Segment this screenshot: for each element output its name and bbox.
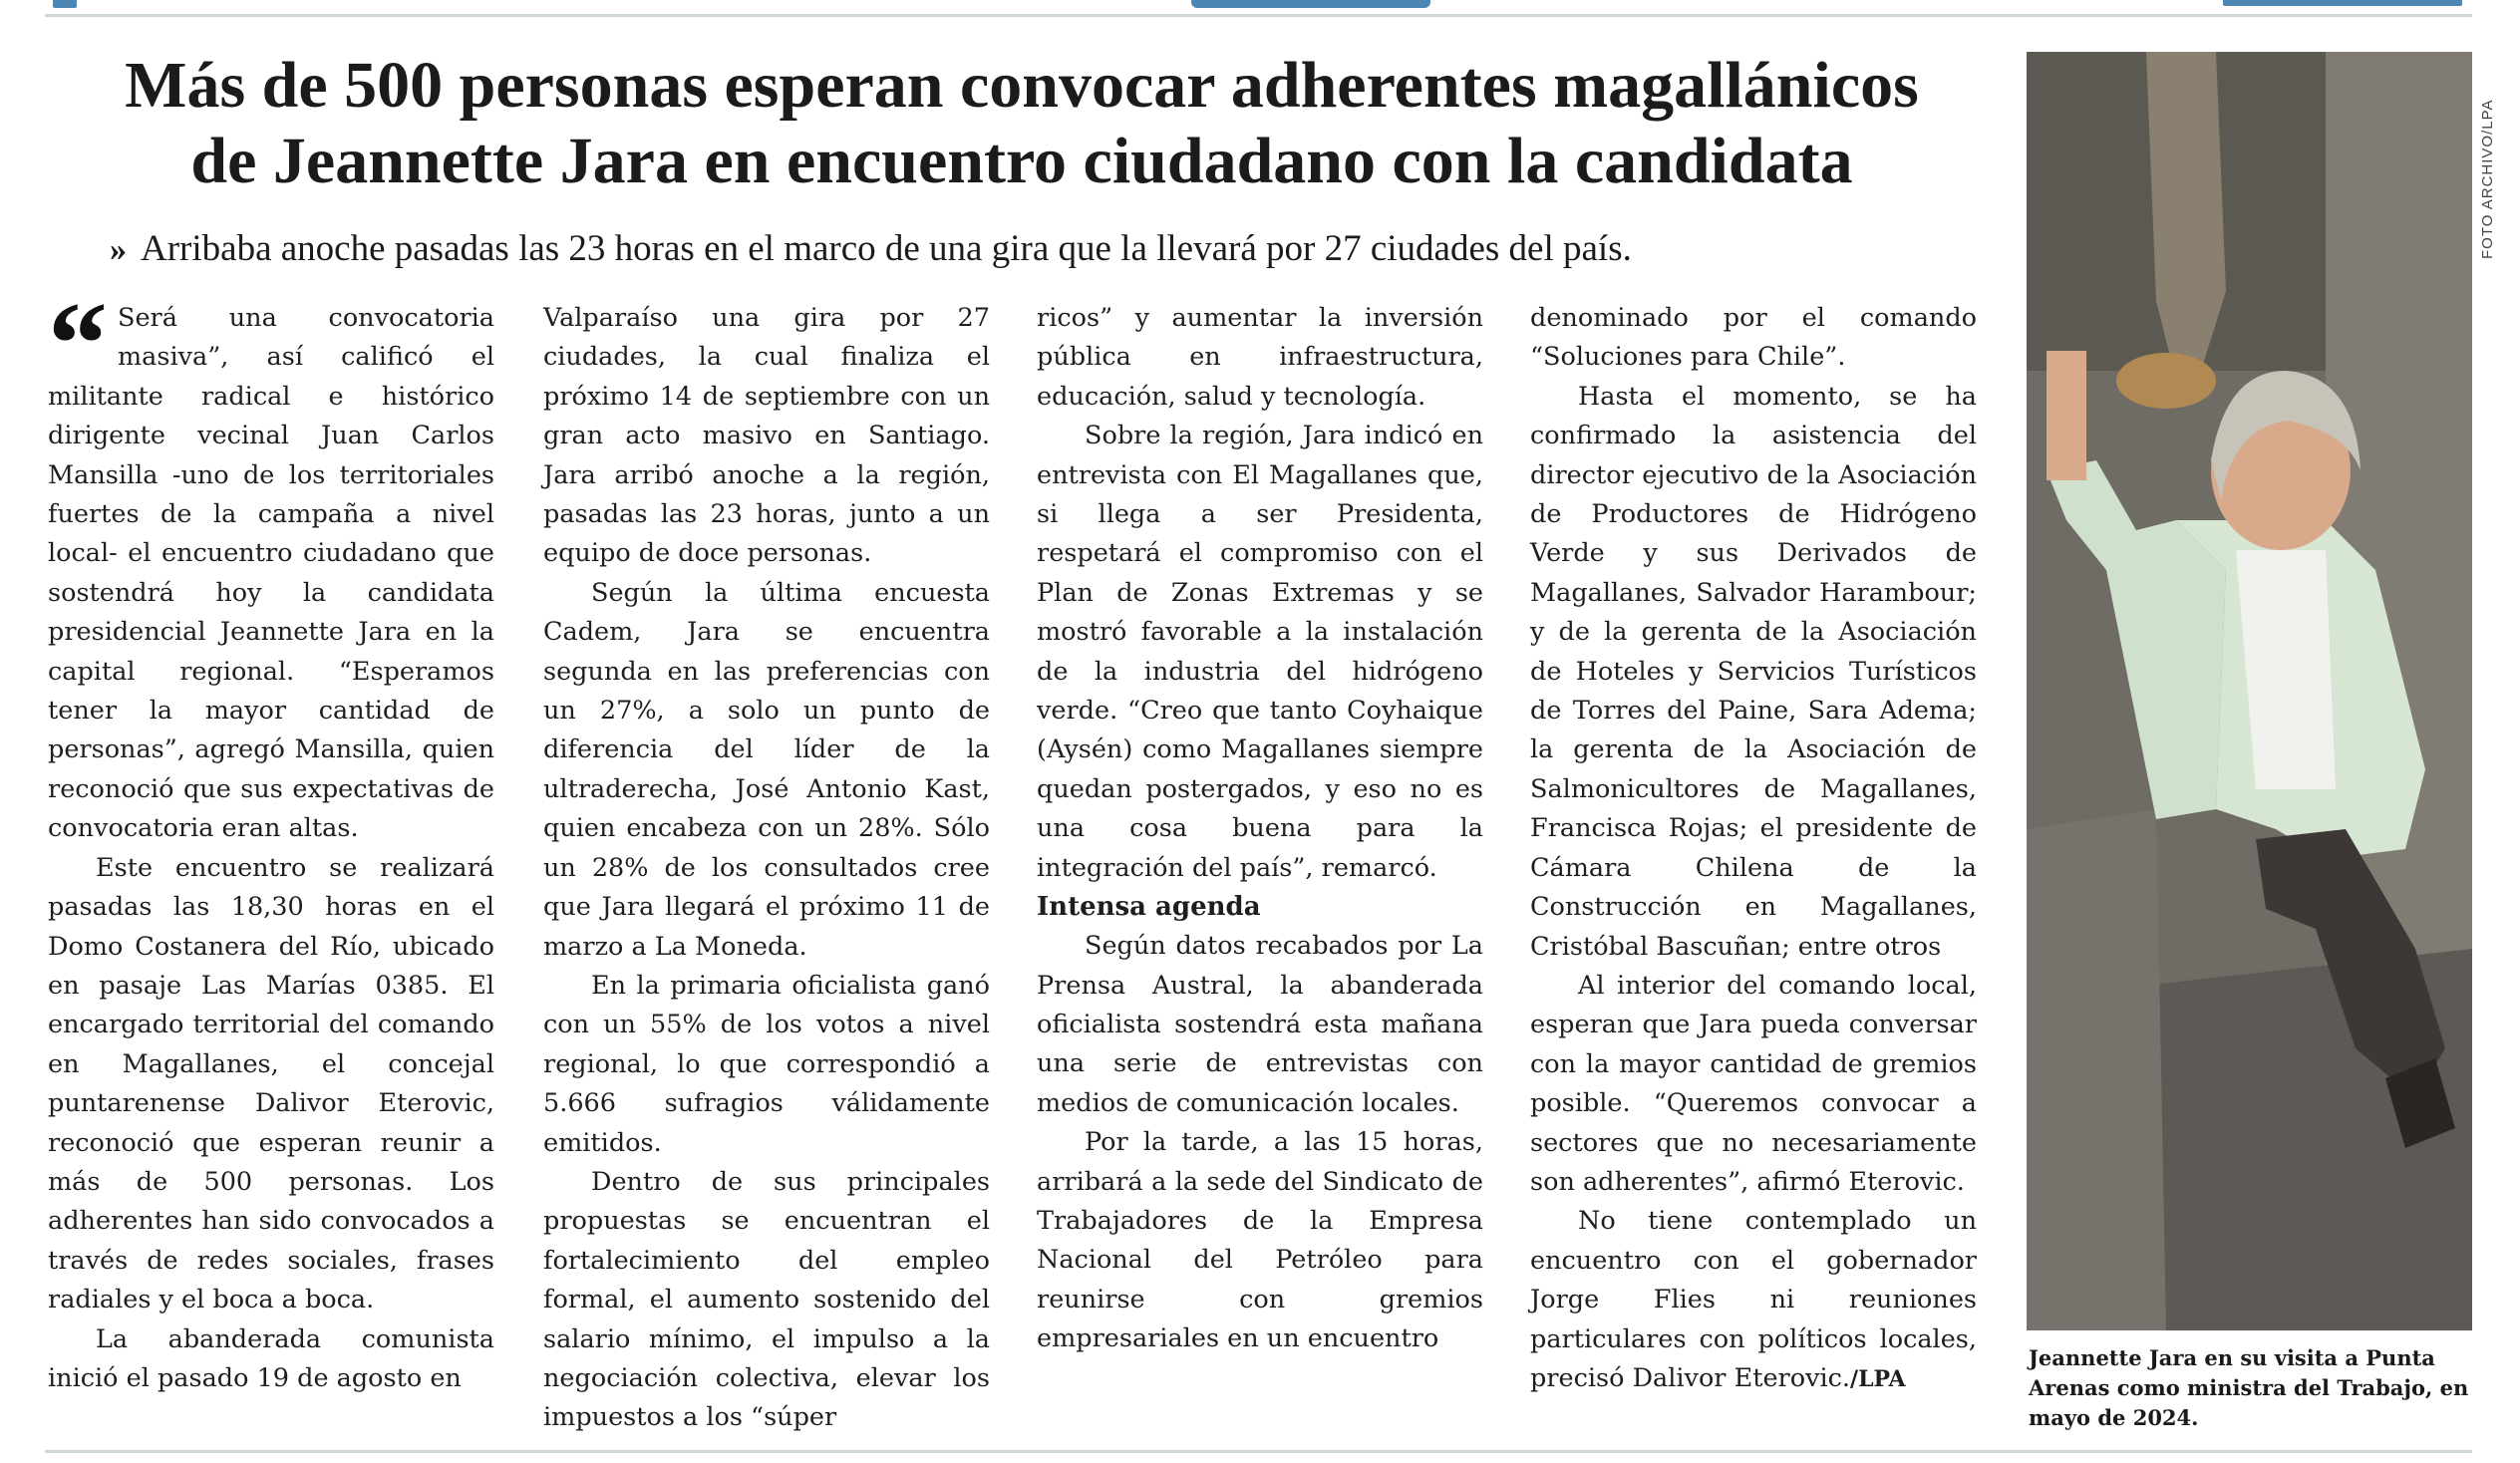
headline-line-2: de Jeannette Jara en encuentro ciudadano con la candidata: [190, 125, 1853, 197]
bottom-rule: [45, 1450, 2472, 1453]
paragraph: Dentro de sus principales propuestas se encuentran el fortalecimiento del empleo formal, el aumento sostenido del salario mínimo, el impulso a la negociación colectiva, elevar los impuestos a los “súper: [543, 1166, 990, 1433]
paragraph: Será una convocatoria masiva”, así calificó el militante radical e histórico dirigente vecinal Juan Carlos Mansilla -uno de los territoriales fuertes de la campaña a nivel local- el encuentro ciudadano que sostendrá hoy la candidata presidencial Jeannette Jara en la capital regional. “Esperamos tener la mayor cantidad de personas”, agregó Mansilla, quien reconoció que sus expectativas de convocatoria eran altas.: [48, 303, 494, 844]
byline-signature: /LPA: [1850, 1365, 1906, 1392]
section-tab: [1191, 0, 1430, 8]
section-subhead: Intensa agenda: [1037, 892, 1261, 923]
chevron-right-icon: »: [110, 231, 127, 268]
paragraph: Sobre la región, Jara indicó en entrevista con El Magallanes que, si llega a ser Presidenta, respetará el compromiso con el Plan de Zonas Extremas y se mostró favorable a la instalación de la industria del hidrógeno verde. “Creo que tanto Coyhaique (Aysén) como Magallanes siempre quedan postergados, y eso no es una cosa buena para la integración del país”, remarcó.: [1037, 421, 1483, 883]
article-column-2: [543, 299, 990, 1438]
photo-caption: Jeannette Jara en su visita a Punta Arenas como ministra del Trabajo, en mayo de 2024.: [2029, 1345, 2469, 1430]
photo-illustration: [2027, 52, 2472, 1330]
paragraph: Por la tarde, a las 15 horas, arribará a la sede del Sindicato de Trabajadores de la Empresa Nacional del Petróleo para reunirse con gremios empresariales en un encuentro: [1037, 1127, 1483, 1354]
paragraph: Según la última encuesta Cadem, Jara se encuentra segunda en las preferencias con un 27%, a solo un punto de diferencia del líder de la ultraderecha, José Antonio Kast, quien encabeza con un 28%. Sólo un 28% de los consultados cree que Jara llegará el próximo 11 de marzo a La Moneda.: [543, 577, 990, 962]
article-photo: [2027, 52, 2472, 1330]
paragraph: Este encuentro se realizará pasadas las 18,30 horas en el Domo Costanera del Río, ubicado en pasaje Las Marías 0385. El encargado territorial del comando en Magallanes, el concejal puntarenense Dalivor Eterovic, reconoció que esperan reunir a más de 500 personas. Los adherentes han sido convocados a través de redes sociales, frases radiales y el boca a boca.: [48, 852, 494, 1316]
page-number-mark: [53, 0, 77, 8]
paragraph: En la primaria oficialista ganó con un 55% de los votos a nivel regional, lo que correspondió a 5.666 sufragios válidamente emitidos.: [543, 970, 990, 1158]
deck-text: Arribaba anoche pasadas las 23 horas en el marco de una gira que la llevará por 27 ciudades del país.: [141, 228, 1632, 269]
article-column-3: [1037, 299, 1483, 1359]
headline-line-1: Más de 500 personas esperan convocar adherentes magallánicos: [125, 49, 1919, 122]
paragraph: Valparaíso una gira por 27 ciudades, la cual finaliza el próximo 14 de septiembre con un gran acto masivo en Santiago. Jara arribó anoche a la región, pasadas las 23 horas, junto a un equipo de doce personas.: [543, 303, 990, 569]
paragraph: denominado por el comando “Soluciones para Chile”.: [1530, 303, 1977, 373]
quote-icon: “: [48, 277, 108, 410]
page-header-bar: [45, 0, 2472, 17]
headline: [45, 48, 1999, 199]
photo-credit: FOTO ARCHIVO/LPA: [2479, 99, 2496, 259]
deck: [110, 227, 1974, 272]
paragraph: Hasta el momento, se ha confirmado la asistencia del director ejecutivo de la Asociación de Productores de Hidrógeno Verde y sus Derivados de Magallanes, Salvador Harambour; y de la gerenta de la Asociación de Hoteles y Servicios Turísticos de Torres del Paine, Sara Adema; la gerenta de la Asociación de Salmonicultores de Magallanes, Francisca Rojas; el presidente de Cámara Chilena de la Construcción en Magallanes, Cristóbal Bascuñan; entre otros: [1530, 381, 1977, 962]
paragraph: [1530, 1202, 1977, 1399]
paragraph: Según datos recabados por La Prensa Austral, la abanderada oficialista sostendrá esta mañana una serie de entrevistas con medios de comunicación locales.: [1037, 931, 1483, 1118]
masthead-mark: [2223, 0, 2462, 6]
article-column-4: [1530, 299, 1977, 1399]
paragraph: ricos” y aumentar la inversión pública en infraestructura, educación, salud y tecnología.: [1037, 303, 1483, 412]
paragraph-text: No tiene contemplado un encuentro con el gobernador Jorge Flies ni reuniones particulares con políticos locales, precisó Dalivor Eterovic.: [1530, 1206, 1977, 1393]
article-column-1: [48, 277, 494, 1398]
paragraph: La abanderada comunista inició el pasado 19 de agosto en: [48, 1323, 494, 1393]
paragraph: Al interior del comando local, esperan que Jara pueda conversar con la mayor cantidad de gremios posible. “Queremos convocar a sectores que no necesariamente son adherentes”, afirmó Eterovic.: [1530, 970, 1977, 1197]
